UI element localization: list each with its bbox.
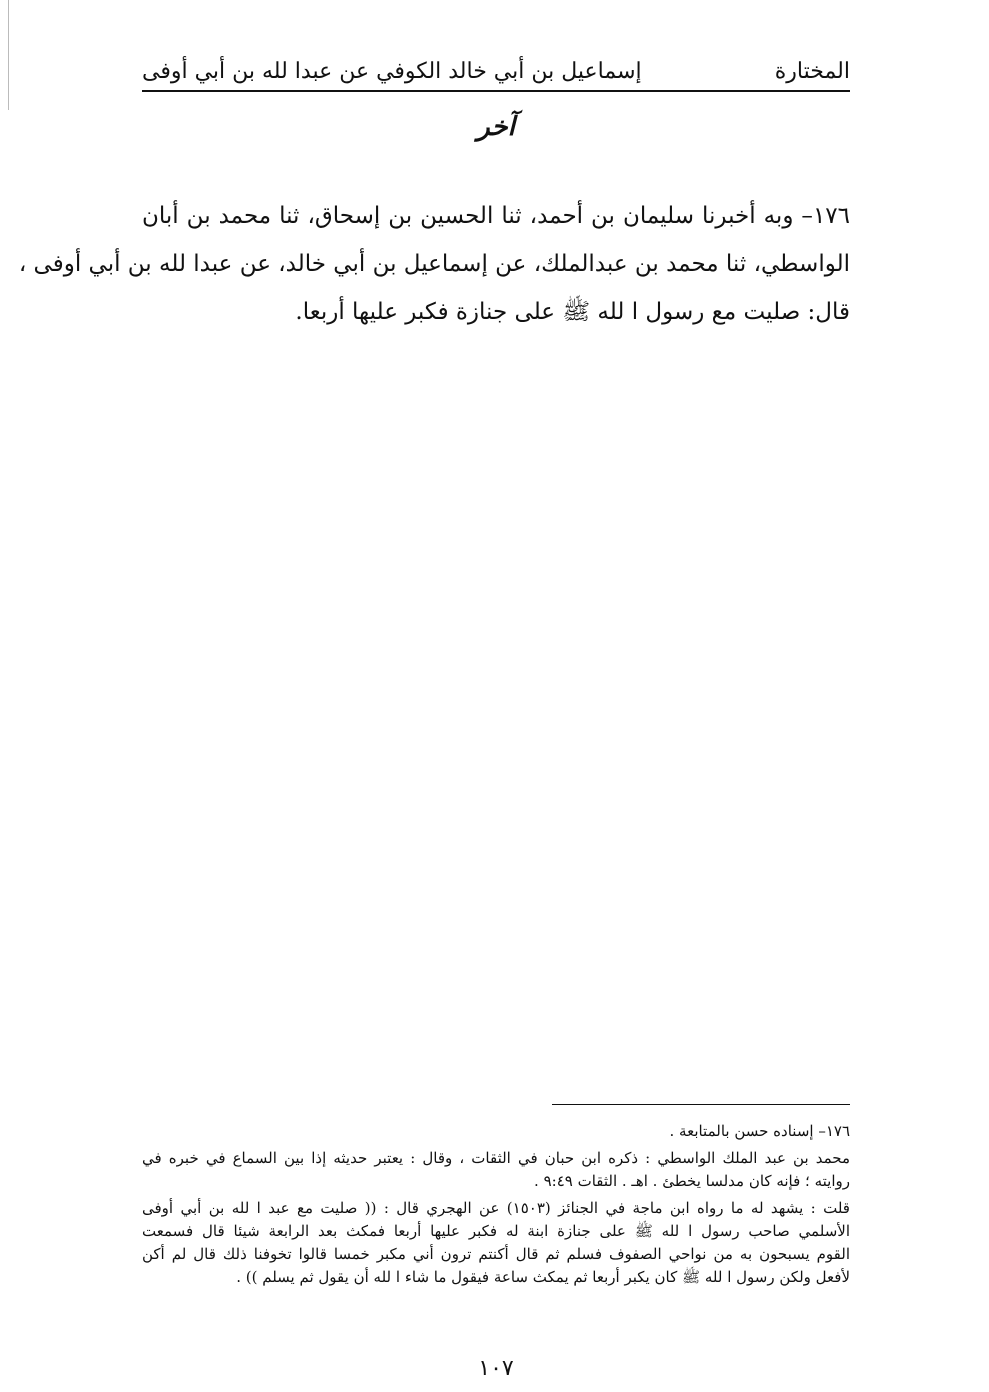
footnote-line: قلت : يشهد له ما رواه ابن ماجة في الجنائز (١٥٠٣) عن الهجري قال : (( صليت مع عبد ا لله بن أبي أوفى [142,1199,850,1217]
footnote-block [142,1120,850,1143]
running-header [142,40,850,84]
footnote-line: لأفعل ولكن رسول ا لله ﷺ كان يكبر أربعا ثم يمكث ساعة فيقول ما شاء ا لله أن يقول ثم يسلم )) . [236,1268,850,1286]
hadith-line: الواسطي، ثنا محمد بن عبدالملك، عن إسماعيل بن أبي خالد، عن عبدا لله بن أبي أوفى ، [18,251,850,277]
header-chapter-title: إسماعيل بن أبي خالد الكوفي عن عبدا لله بن أبي أوفى [142,59,642,84]
header-rule [142,90,850,92]
footnote-line: محمد بن عبد الملك الواسطي : ذكره ابن حبان في الثقات ، وقال : يعتبر حديثه إذا بين السماع في خبره في [142,1149,850,1167]
hadith-line: قال: صليت مع رسول ا لله ﷺ على جنازة فكبر عليها أربعا. [295,299,850,325]
footnote-block [142,1147,850,1193]
footnote-block [142,1197,850,1289]
footnote-line: روايته ؛ فإنه كان مدلسا يخطئ . اهـ . الثقات ٩:٤٩ . [534,1172,850,1190]
footnote-separator [552,1104,850,1105]
page-number: ١٠٧ [478,1356,514,1381]
hadith-text [18,192,850,336]
header-section-name: المختارة [774,59,850,84]
sub-heading: آخر [477,112,515,142]
footnote-line: الأسلمي صاحب رسول ا لله ﷺ على جنازة ابنة له فكبر عليها أربعا فمكث بعد الرابعة شيئا قال فسمعت [142,1222,850,1240]
scan-edge-line [8,0,9,110]
footnote-line: القوم يسبحون به من نواحي الصفوف فسلم ثم قال أكنتم ترون أني مكبر خمسا قالوا تخوفنا ذلك قال لم أكن [142,1245,850,1263]
footnote-line: ١٧٦– إسناده حسن بالمتابعة . [669,1122,850,1140]
hadith-line: ١٧٦– وبه أخبرنا سليمان بن أحمد، ثنا الحسين بن إسحاق، ثنا محمد بن أبان [142,203,850,229]
footnotes [142,1120,850,1293]
